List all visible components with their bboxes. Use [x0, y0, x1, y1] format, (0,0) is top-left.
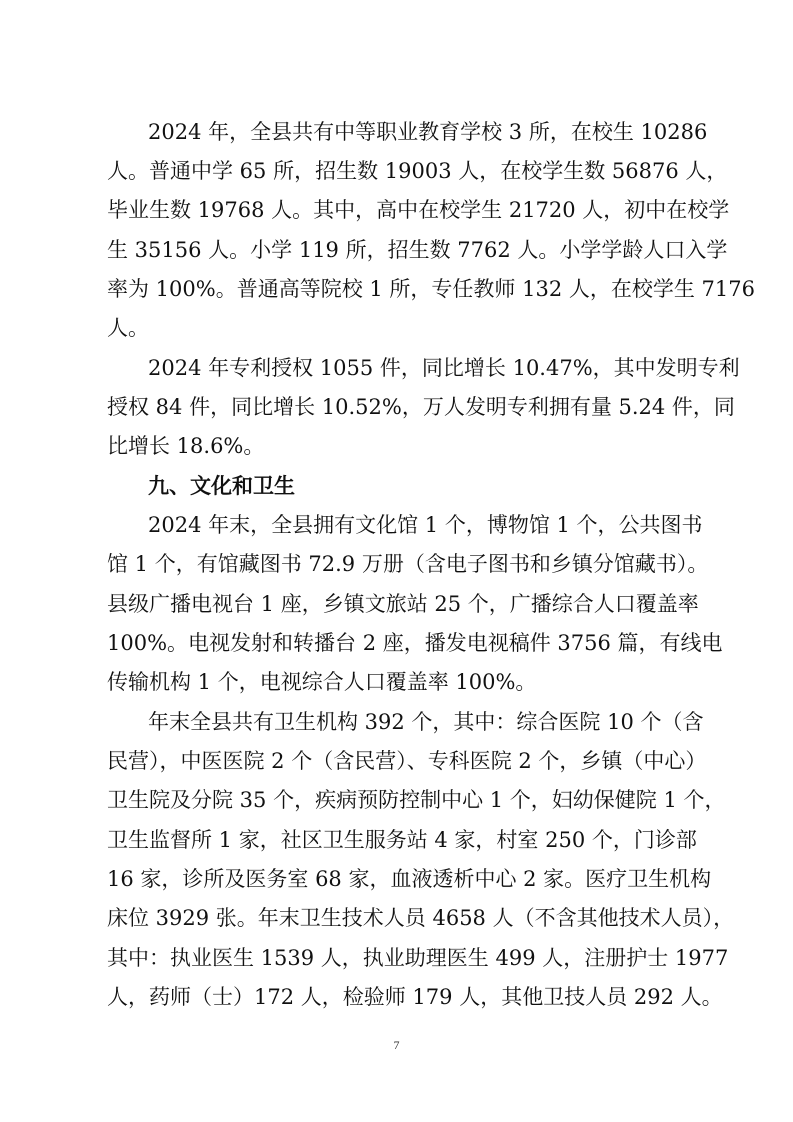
- health-line: 年末全县共有卫生机构 392 个，其中：综合医院 10 个（含: [148, 710, 704, 734]
- health-line: 床位 3929 张。年末卫生技术人员 4658 人（不含其他技术人员），: [107, 906, 735, 930]
- health-line: 民营），中医医院 2 个（含民营）、专科医院 2 个，乡镇（中心）: [107, 749, 707, 773]
- culture-line: 传输机构 1 个，电视综合人口覆盖率 100%。: [107, 670, 537, 694]
- culture-line: 100%。电视发射和转播台 2 座，播发电视稿件 3756 篇，有线电: [107, 631, 723, 655]
- culture-line: 馆 1 个，有馆藏图书 72.9 万册（含电子图书和乡镇分馆藏书）。: [107, 552, 709, 576]
- health-line: 16 家，诊所及医务室 68 家，血液透析中心 2 家。医疗卫生机构: [107, 867, 712, 891]
- page-number: 7: [393, 1038, 400, 1052]
- health-line: 人，药师（士）172 人，检验师 179 人，其他卫技人员 292 人。: [107, 985, 723, 1009]
- patents-line: 比增长 18.6%。: [107, 434, 265, 458]
- health-line: 卫生院及分院 35 个，疾病预防控制中心 1 个，妇幼保健院 1 个，: [107, 788, 726, 812]
- education-line: 人。普通中学 65 所，招生数 19003 人，在校学生数 56876 人，: [107, 159, 728, 183]
- culture-line: 县级广播电视台 1 座，乡镇文旅站 25 个，广播综合人口覆盖率: [107, 592, 699, 616]
- patents-line: 2024 年专利授权 1055 件，同比增长 10.47%，其中发明专利: [148, 356, 740, 380]
- health-line: 卫生监督所 1 家，社区卫生服务站 4 家，村室 250 个，门诊部: [107, 828, 697, 852]
- education-line: 人。: [107, 316, 149, 340]
- education-line: 率为 100%。普通高等院校 1 所，专任教师 132 人，在校学生 7176: [107, 277, 755, 301]
- health-line: 其中：执业医生 1539 人，执业助理医生 499 人，注册护士 1977: [107, 946, 729, 970]
- education-line: 毕业生数 19768 人。其中，高中在校学生 21720 人，初中在校学: [107, 198, 730, 222]
- education-line: 2024 年，全县共有中等职业教育学校 3 所，在校生 10286: [148, 120, 708, 144]
- culture-line: 2024 年末，全县拥有文化馆 1 个，博物馆 1 个，公共图书: [148, 513, 703, 537]
- education-line: 生 35156 人。小学 119 所，招生数 7762 人。小学学龄人口入学: [107, 238, 728, 262]
- section-heading: 九、文化和卫生: [148, 474, 295, 498]
- patents-line: 授权 84 件，同比增长 10.52%，万人发明专利拥有量 5.24 件，同: [107, 395, 735, 419]
